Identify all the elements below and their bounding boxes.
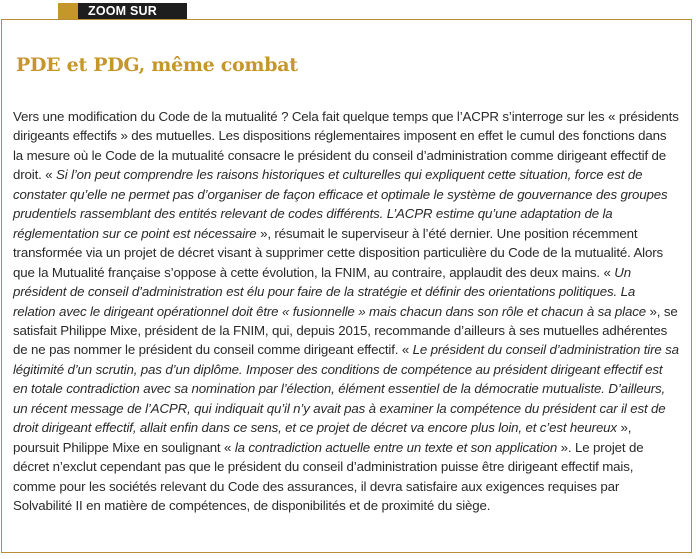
body-quote-segment: Le président du conseil d’administration tire sa légitimité d’un scrutin, pas d’un diplôme. Imposer des conditions de compétence au président dirigeant effectif est en totale contradiction avec sa nomination par l’élection, élément essentiel de la démocratie mutualiste. D’ailleurs, un récent message de l’ACPR, qui indiquait qu’il n’y avait pas à examiner la compétence du président car il est de droit dirigeant effectif, allait enfin dans ce sens, et ce projet de décret va encore plus loin, et c’est heureux xyxy=(13,342,679,436)
body-text-segment: », poursuit Philippe Mixe en soulignant « xyxy=(13,420,632,455)
tag-accent-square xyxy=(58,3,78,20)
headline: PDE et PDG, même combat xyxy=(16,54,298,76)
section-tag xyxy=(58,3,187,20)
body-text-segment: », résumait le superviseur à l’été dernier. Une position récemment transformée via un projet de décret visant à supprimer cette disposition particulière du Code de la mutualité. Alors que la Mutualité française s’oppose à cette évolution, la FNIM, au contraire, applaudit des deux mains. « xyxy=(13,225,664,280)
body-quote-segment: Un président de conseil d’administration est élu pour faire de la stratégie et définir des orientations politiques. La relation avec le dirigeant opérationnel doit être « fusionnelle » mais chacun dans son rôle et chacun à sa place xyxy=(13,264,646,319)
body-quote-segment: la contradiction actuelle entre un texte et son application xyxy=(234,439,558,455)
body-text-segment: ». Le projet de décret n’exclut cependant pas que le président du conseil d’administration puisse être dirigeant effectif mais, comme pour les sociétés relevant du Code des assurances, il devra satisfaire aux exigences requises par Solvabilité II en matière de compétences, de disponibilités et de proximité du siège. xyxy=(13,439,644,514)
section-tag-label: ZOOM SUR xyxy=(78,3,187,20)
body-quote-segment: Si l’on peut comprendre les raisons historiques et culturelles qui expliquent cette situation, force est de constater qu’elle ne permet pas d’organiser de façon efficace et optimale le système de gouvernance des groupes prudentiels rassemblant des entités relevant de codes différents. L’ACPR estime qu’une adaptation de la réglementation sur ce point est nécessaire xyxy=(13,167,668,241)
body-text-segment: Vers une modification du Code de la mutualité ? Cela fait quelque temps que l’ACPR s’interroge sur les « présidents dirigeants effectifs » des mutuelles. Les dispositions réglementaires imposent en effet le cumul des fonctions dans la mesure où le Code de la mutualité consacre le président du conseil d’administration comme dirigeant effectif de droit. « xyxy=(13,109,679,183)
article-body xyxy=(13,107,679,516)
body-text-segment: », se satisfait Philippe Mixe, président de la FNIM, qui, depuis 2015, recommande d’ailleurs à ses mutuelles adhérentes de ne pas nommer le président du conseil comme dirigeant effectif. « xyxy=(13,303,678,358)
